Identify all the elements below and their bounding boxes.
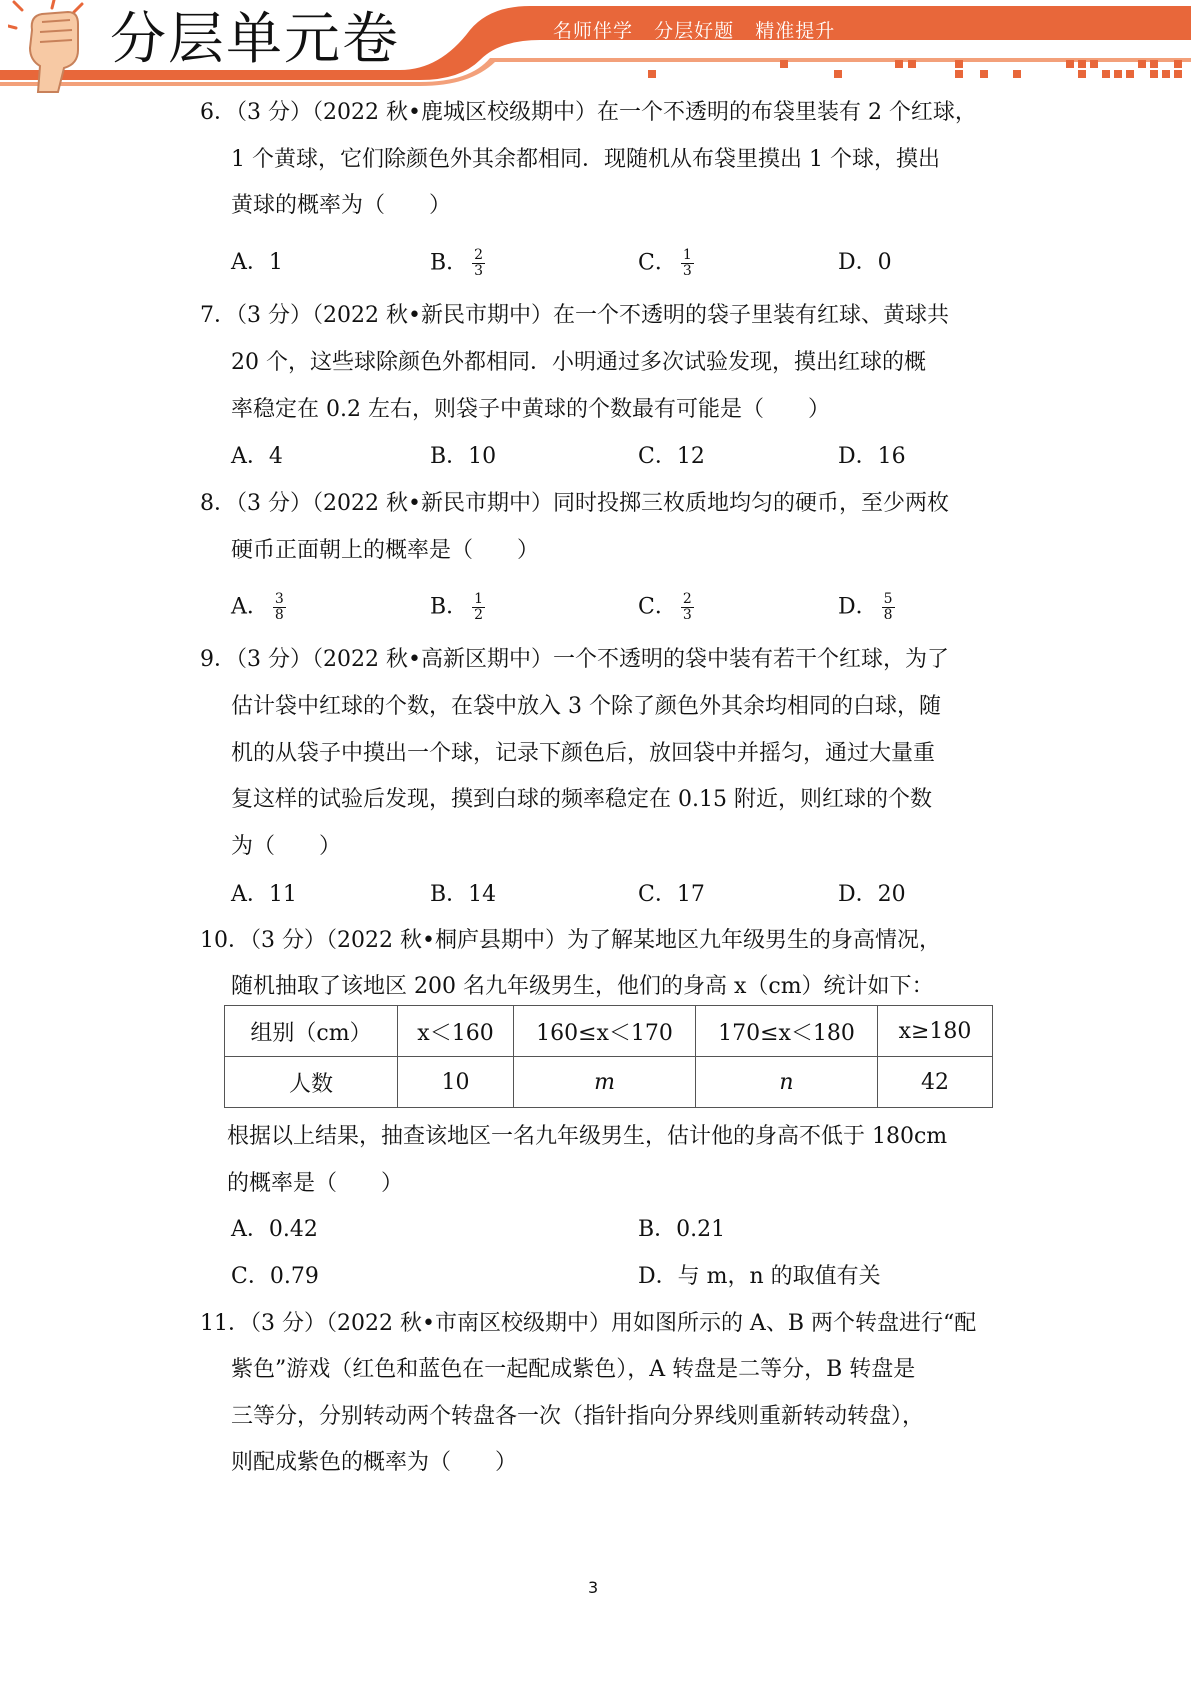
- fraction: $\frac{1}{2}$: [474, 591, 484, 623]
- page-header: [0, 0, 1191, 96]
- question-10-option-a: A．0.42: [231, 1217, 318, 1242]
- fraction: $\frac{5}{8}$: [883, 591, 893, 623]
- page-number: 3: [588, 1578, 599, 1597]
- question-6-line-1: 6．（3 分）（2022 秋•鹿城区校级期中）在一个不透明的布袋里装有 2 个红球，: [200, 100, 977, 125]
- fraction: $\frac{3}{8}$: [274, 591, 284, 623]
- question-8-option-a: A． $\frac{3}{8}$: [231, 591, 284, 623]
- question-9-line-2: 估计袋中红球的个数，在袋中放入 3 个除了颜色外其余均相同的白球，随: [231, 694, 941, 719]
- question-9-line-1: 9．（3 分）（2022 秋•高新区期中）一个不透明的袋中装有若干个红球，为了: [200, 647, 949, 672]
- table-cell: 160≤x＜170: [514, 1006, 696, 1057]
- question-8-line-2: 硬币正面朝上的概率是（ ）: [231, 538, 540, 563]
- question-7-option-a: A．4: [231, 444, 283, 469]
- fraction: $\frac{2}{3}$: [474, 247, 484, 279]
- table-cell: n: [696, 1057, 878, 1108]
- question-9-line-3: 机的从袋子中摸出一个球，记录下颜色后，放回袋中并摇匀，通过大量重: [231, 741, 936, 766]
- question-6-option-a: A．1: [231, 250, 283, 275]
- table-header-row: [225, 1006, 993, 1057]
- question-10-option-c: C．0.79: [231, 1264, 319, 1289]
- question-7-option-b: B．10: [430, 444, 497, 469]
- table-cell: 10: [398, 1057, 514, 1108]
- question-10-option-d: D．与 m，n 的取值有关: [638, 1264, 881, 1289]
- question-6-line-2: 1 个黄球，它们除颜色外其余都相同．现随机从布袋里摸出 1 个球，摸出: [231, 147, 940, 172]
- fraction: $\frac{1}{3}$: [682, 247, 692, 279]
- question-10-option-b: B．0.21: [638, 1217, 726, 1242]
- question-11-line-2: 紫色”游戏（红色和蓝色在一起配成紫色），A 转盘是二等分，B 转盘是: [231, 1357, 916, 1382]
- table-row: [225, 1057, 993, 1108]
- table-cell: 组别（cm）: [225, 1006, 398, 1057]
- height-data-table: [224, 1005, 993, 1108]
- question-10-line-2: 随机抽取了该地区 200 名九年级男生，他们的身高 x（cm）统计如下：: [231, 974, 934, 999]
- table-cell: 170≤x＜180: [696, 1006, 878, 1057]
- fist-logo-icon: [8, 0, 98, 96]
- question-6-option-d: D．0: [838, 250, 892, 275]
- table-cell: 人数: [225, 1057, 398, 1108]
- question-8-line-1: 8．（3 分）（2022 秋•新民市期中）同时投掷三枚质地均匀的硬币，至少两枚: [200, 491, 949, 516]
- header-slogan: 名师伴学 分层好题 精准提升: [553, 20, 836, 42]
- question-9-line-5: 为（ ）: [231, 834, 342, 859]
- question-7-line-1: 7．（3 分）（2022 秋•新民市期中）在一个不透明的袋子里装有红球、黄球共: [200, 303, 949, 328]
- question-9-option-b: B．14: [430, 882, 497, 907]
- question-11-line-1: 11．（3 分）（2022 秋•市南区校级期中）用如图所示的 A、B 两个转盘进行“配: [200, 1311, 977, 1336]
- question-8-option-c: C． $\frac{2}{3}$: [638, 591, 692, 623]
- question-10-line-1: 10．（3 分）（2022 秋•桐庐县期中）为了解某地区九年级男生的身高情况，: [200, 928, 941, 953]
- question-9-line-4: 复这样的试验后发现，摸到白球的频率稳定在 0.15 附近，则红球的个数: [231, 787, 932, 812]
- question-7-line-3: 率稳定在 0.2 左右，则袋子中黄球的个数最有可能是（ ）: [231, 397, 830, 422]
- question-6-option-c: C． $\frac{1}{3}$: [638, 247, 692, 279]
- question-9-option-c: C．17: [638, 882, 705, 907]
- question-11-line-3: 三等分，分别转动两个转盘各一次（指针指向分界线则重新转动转盘），: [231, 1404, 925, 1429]
- brand-title: 分层单元卷: [110, 7, 400, 72]
- question-11-line-4: 则配成紫色的概率为（ ）: [231, 1450, 518, 1475]
- fraction: $\frac{2}{3}$: [682, 591, 692, 623]
- question-6-line-3: 黄球的概率为（ ）: [231, 193, 452, 218]
- question-7-option-d: D．16: [838, 444, 906, 469]
- question-8-option-d: D． $\frac{5}{8}$: [838, 591, 893, 623]
- table-cell: 42: [878, 1057, 993, 1108]
- question-9-option-d: D．20: [838, 882, 906, 907]
- question-7-option-c: C．12: [638, 444, 705, 469]
- question-10-line-4: 的概率是（ ）: [227, 1171, 404, 1196]
- question-10-line-3: 根据以上结果，抽查该地区一名九年级男生，估计他的身高不低于 180cm: [227, 1124, 948, 1149]
- question-8-option-b: B． $\frac{1}{2}$: [430, 591, 484, 623]
- table-cell: m: [514, 1057, 696, 1108]
- question-6-option-b: B． $\frac{2}{3}$: [430, 247, 484, 279]
- question-9-option-a: A．11: [231, 882, 297, 907]
- question-7-line-2: 20 个，这些球除颜色外都相同．小明通过多次试验发现，摸出红球的概: [231, 350, 926, 375]
- table-cell: x＜160: [398, 1006, 514, 1057]
- table-cell: x≥180: [878, 1006, 993, 1057]
